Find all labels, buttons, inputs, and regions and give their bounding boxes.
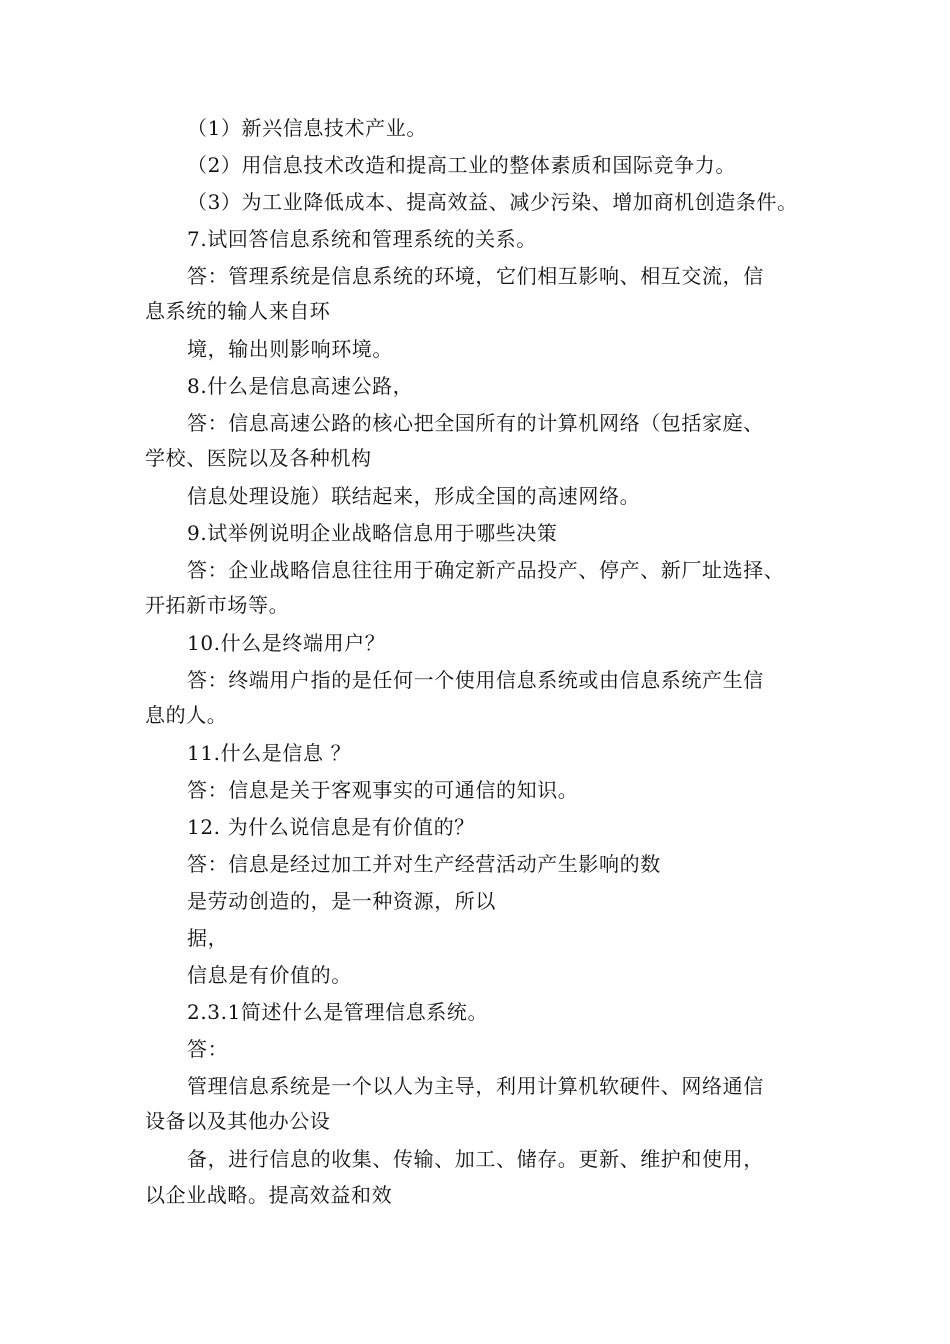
- answer-7-line-3: 境，输出则影响环境。: [187, 337, 393, 361]
- answer-9-line-2: 开拓新市场等。: [145, 593, 290, 617]
- answer-11: 答：信息是关于客观事实的可通信的知识。: [187, 778, 579, 802]
- question-11: 11.什么是信息 ？: [187, 741, 352, 765]
- list-item-2: （2）用信息技术改造和提高工业的整体素质和国际竞争力。: [187, 153, 736, 177]
- list-item-3: （3）为工业降低成本、提高效益、减少污染、增加商机创造条件。: [187, 190, 798, 214]
- answer-12-line-1: 答：信息是经过加工并对生产经营活动产生影响的数: [187, 852, 661, 876]
- question-12: 12. 为什么说信息是有价值的？: [187, 815, 475, 839]
- answer-12-line-2: 是劳动创造的，是一种资源，所以: [187, 889, 496, 913]
- answer-2-3-1-line-1: 管理信息系统是一个以人为主导，利用计算机软硬件、网络通信: [187, 1074, 764, 1098]
- answer-2-3-1-line-3: 备，进行信息的收集、传输、加工、储存。更新、维护和使用，: [187, 1147, 764, 1171]
- answer-10-line-2: 息的人。: [145, 703, 228, 727]
- answer-8-line-3: 信息处理设施）联结起来，形成全国的高速网络。: [187, 484, 641, 508]
- answer-9-line-1: 答：企业战略信息往往用于确定新产品投产、停产、新厂址选择、: [187, 558, 785, 582]
- question-10: 10.什么是终端用户？: [187, 631, 386, 655]
- answer-8-line-2: 学校、医院以及各种机构: [145, 446, 372, 470]
- question-2-3-1: 2.3.1简述什么是管理信息系统。: [187, 1000, 489, 1024]
- answer-10-line-1: 答：终端用户指的是任何一个使用信息系统或由信息系统产生信: [187, 668, 764, 692]
- answer-8-line-1: 答：信息高速公路的核心把全国所有的计算机网络（包括家庭、: [187, 411, 764, 435]
- answer-12-line-3: 据，: [187, 926, 229, 950]
- answer-2-3-1-line-2: 设备以及其他办公设: [145, 1109, 331, 1133]
- answer-7-line-1: 答：管理系统是信息系统的环境，它们相互影响、相互交流，信: [187, 264, 764, 288]
- answer-2-3-1-line-4: 以企业战略。提高效益和效: [145, 1183, 393, 1207]
- list-item-1: （1）新兴信息技术产业。: [187, 116, 427, 140]
- question-7: 7.试回答信息系统和管理系统的关系。: [187, 227, 537, 251]
- question-9: 9.试举例说明企业战略信息用于哪些决策: [187, 521, 558, 545]
- question-8: 8.什么是信息高速公路，: [187, 374, 414, 398]
- answer-7-line-2: 息系统的输人来自环: [145, 299, 331, 323]
- answer-12-line-4: 信息是有价值的。: [187, 963, 352, 987]
- answer-label: 答：: [187, 1037, 229, 1061]
